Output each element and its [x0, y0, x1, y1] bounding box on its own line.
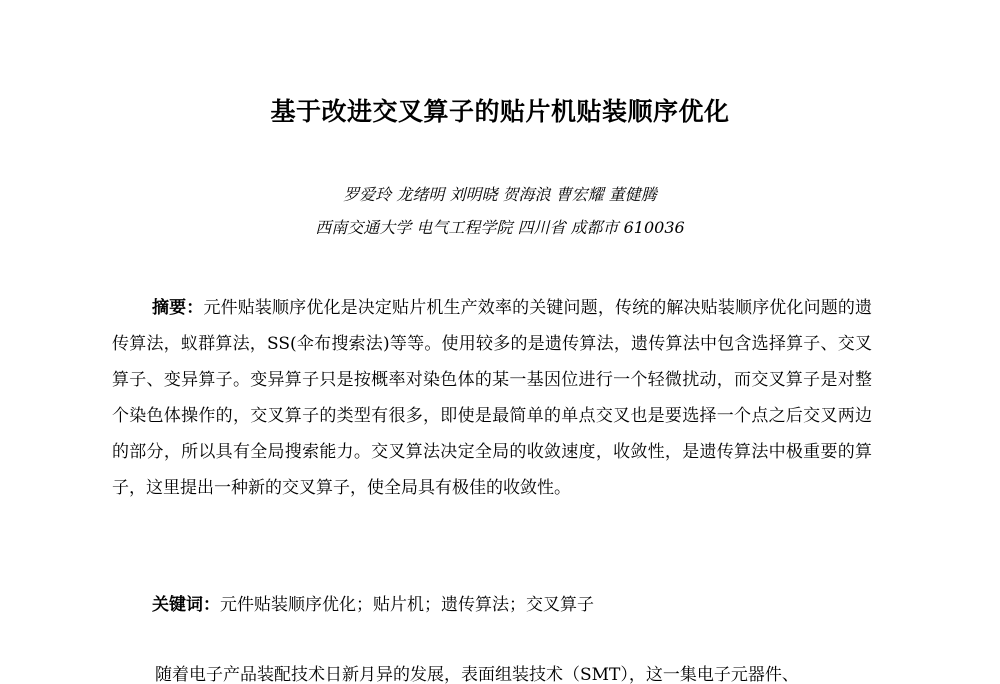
body-paragraph-start: 随着电子产品装配技术日新月异的发展，表面组装技术（SMT），这一集电子元器件、 [155, 665, 799, 684]
paper-title: 基于改进交叉算子的贴片机贴装顺序优化 [270, 97, 730, 126]
abstract-paragraph [112, 290, 872, 506]
author-list: 罗爱玲 龙绪明 刘明晓 贺海浪 曹宏耀 董健腾 [343, 185, 657, 204]
keywords-label: 关键词： [152, 595, 220, 615]
affiliation: 西南交通大学 电气工程学院 四川省 成都市 610036 [315, 218, 685, 237]
keywords-section [152, 590, 872, 620]
abstract-text: 元件贴装顺序优化是决定贴片机生产效率的关键问题，传统的解决贴装顺序优化问题的遗传算法，蚁群算法，SS(伞布搜索法)等等。使用较多的是遗传算法，遗传算法中包含选择算子、交叉算子、变异算子。变异算子只是按概率对染色体的某一基因位进行一个轻微扰动，而交叉算子是对整个染色体操作的，交叉算子的类型有很多，即使是最简单的单点交叉也是要选择一个点之后交叉两边的部分，所以具有全局搜索能力。交叉算法决定全局的收敛速度，收敛性，是遗传算法中极重要的算子，这里提出一种新的交叉算子，使全局具有极佳的收敛性。 [112, 298, 873, 498]
abstract-label: 摘要： [152, 298, 204, 318]
keywords-text: 元件贴装顺序优化；贴片机；遗传算法；交叉算子 [220, 595, 594, 615]
abstract-section [112, 290, 872, 506]
